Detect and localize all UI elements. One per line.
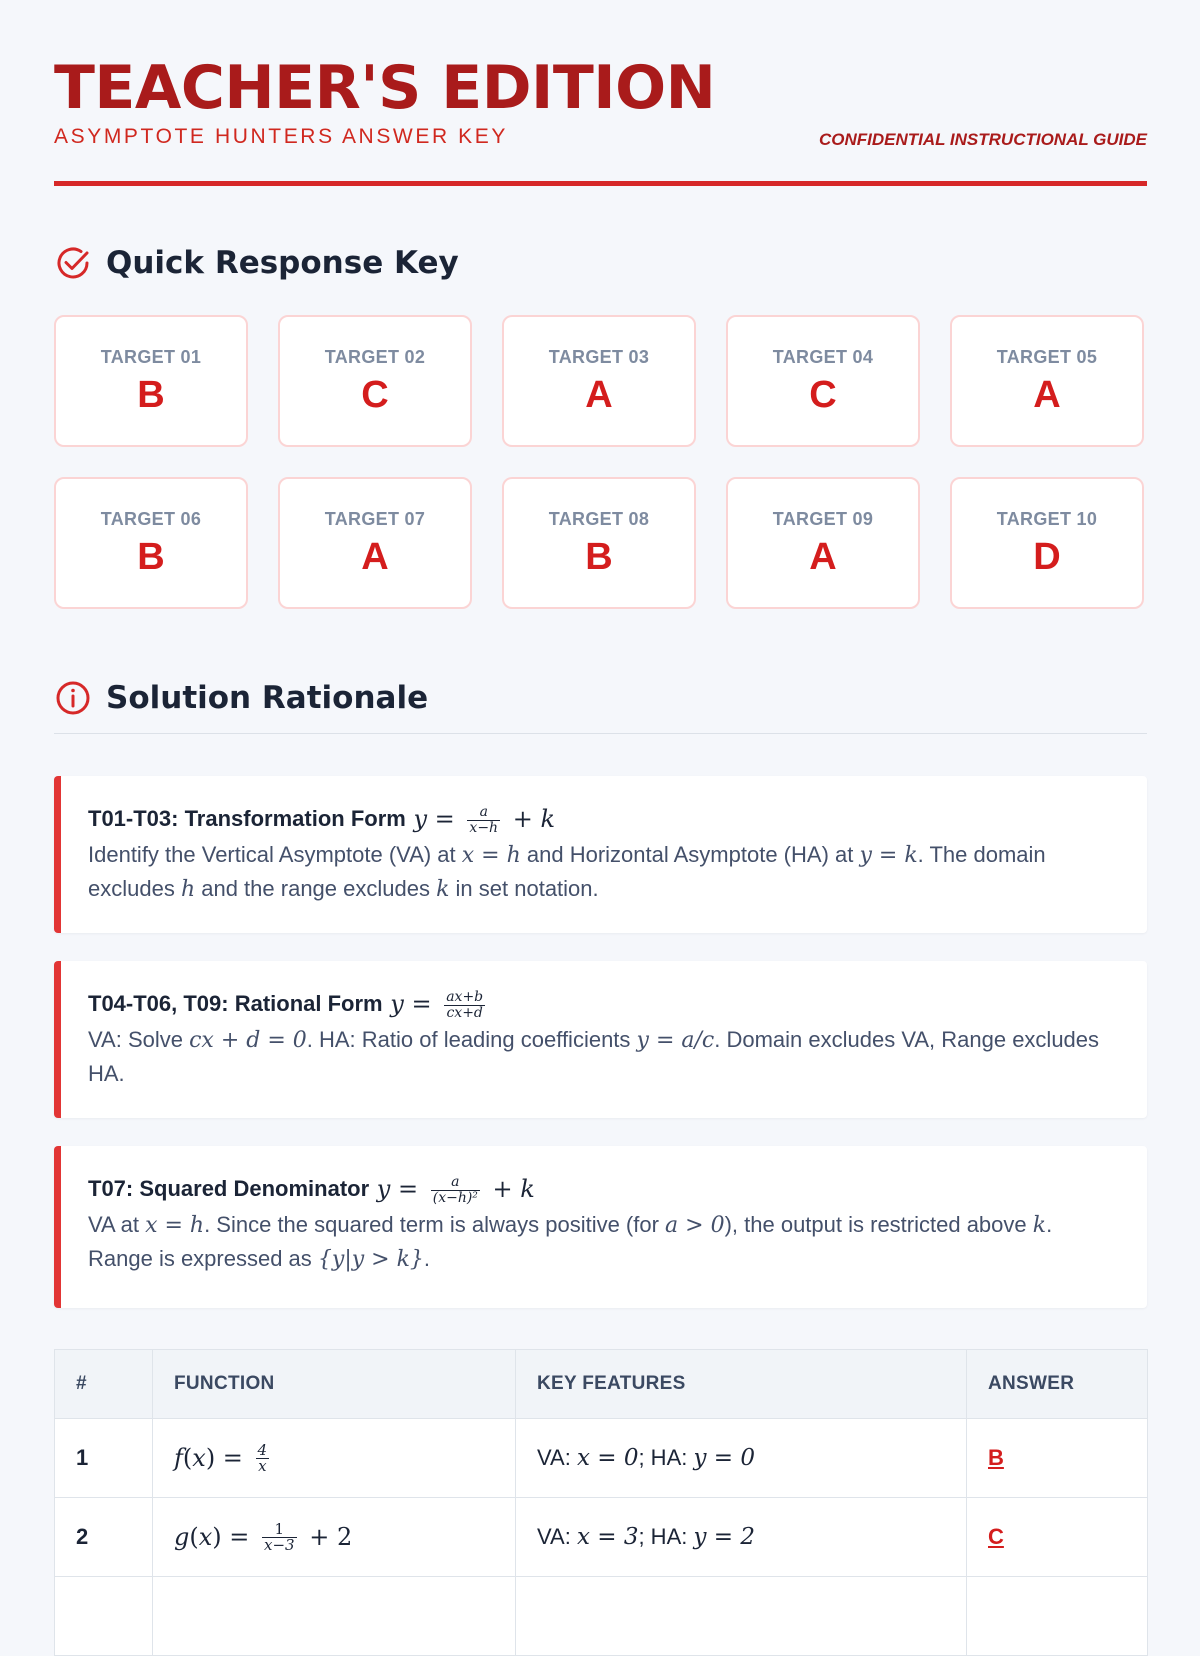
target-card: [502, 315, 696, 447]
row-key-features: VA: x = 0; HA: y = 0: [516, 1419, 967, 1498]
answer-link[interactable]: B: [988, 1445, 1004, 1470]
row-answer: [967, 1419, 1148, 1498]
row-number: 2: [55, 1498, 153, 1577]
target-answer: B: [137, 374, 165, 416]
target-label: TARGET 04: [772, 347, 874, 367]
rationale-box-body: Identify the Vertical Asymptote (VA) at x = h and Horizontal Asymptote (HA) at y = k. The domain excludes h and the range excludes k in set notation.: [88, 842, 1046, 902]
rationale-box-body: VA: Solve cx + d = 0. HA: Ratio of leading coefficients y = a/c. Domain excludes VA, Range excludes HA.: [88, 1027, 1100, 1086]
formula: y = $\frac{ax+b}{cx+d}$: [390, 989, 484, 1021]
row-key-features: [516, 1577, 967, 1656]
target-answer: A: [1033, 374, 1061, 416]
target-label: TARGET 07: [324, 509, 426, 529]
header-divider: [54, 181, 1147, 186]
answer-link[interactable]: C: [988, 1524, 1004, 1549]
table-header-row: [55, 1350, 1148, 1419]
confidential-tag: CONFIDENTIAL INSTRUCTIONAL GUIDE: [818, 130, 1147, 149]
target-label: TARGET 08: [548, 509, 650, 529]
target-label: TARGET 02: [324, 347, 426, 367]
target-answer: A: [361, 536, 389, 578]
target-label: TARGET 01: [100, 347, 202, 367]
row-key-features: VA: x = 3; HA: y = 2: [516, 1498, 967, 1577]
row-number: [55, 1577, 153, 1656]
page-title: TEACHER'S EDITION: [54, 53, 716, 123]
rationale-box-squared-denominator: [54, 1146, 1147, 1308]
quick-key-title: Quick Response Key: [106, 245, 459, 281]
rationale-box-transformation: [54, 776, 1147, 933]
check-circle-icon: [54, 244, 92, 282]
table-row: [55, 1498, 1148, 1577]
formula: y = $\frac{a}{x-h}$ + k: [413, 804, 555, 836]
target-answer: A: [809, 536, 837, 578]
box-title-text: T07: Squared Denominator: [88, 1176, 370, 1201]
target-card: [54, 477, 248, 609]
target-answer: C: [809, 374, 837, 416]
target-card: [278, 477, 472, 609]
target-label: TARGET 06: [100, 509, 202, 529]
row-answer: [967, 1577, 1148, 1656]
formula: y = $\frac{a}{\text{(x−h)²}}$ + k: [376, 1174, 535, 1206]
info-circle-icon: [54, 679, 92, 717]
box-title-text: T04-T06, T09: Rational Form: [88, 991, 383, 1016]
rationale-box-title: [88, 1172, 1121, 1206]
rationale-title: Solution Rationale: [106, 680, 429, 716]
target-label: TARGET 10: [996, 509, 1098, 529]
target-card: [950, 315, 1144, 447]
target-answer: D: [1033, 536, 1061, 578]
rationale-heading: [54, 679, 428, 717]
target-answer: B: [585, 536, 613, 578]
row-answer: [967, 1498, 1148, 1577]
row-function: f ( x ) = $\frac{4}{x}$: [153, 1419, 516, 1498]
page-subtitle: ASYMPTOTE HUNTERS ANSWER KEY: [54, 125, 508, 148]
target-answer: A: [585, 374, 613, 416]
answer-table: [54, 1349, 1148, 1656]
row-number: 1: [55, 1419, 153, 1498]
quick-key-heading: [54, 244, 459, 282]
rationale-box-body: VA at x = h. Since the squared term is always positive (for a > 0), the output is restricted above k. Range is expressed as {y|y > k}.: [88, 1212, 1053, 1272]
target-card: [502, 477, 696, 609]
target-answer: B: [137, 536, 165, 578]
rationale-divider: [54, 733, 1147, 734]
row-function: g ( x ) = $\frac{1}{x-3}$ + 2: [153, 1498, 516, 1577]
rationale-box-rational-form: [54, 961, 1147, 1118]
target-label: TARGET 03: [548, 347, 650, 367]
header-function: FUNCTION: [153, 1350, 516, 1419]
target-card: [54, 315, 248, 447]
target-card: [726, 477, 920, 609]
table-row: [55, 1577, 1148, 1656]
rationale-box-title: [88, 802, 1121, 836]
table-row: [55, 1419, 1148, 1498]
target-label: TARGET 09: [772, 509, 874, 529]
target-answer: C: [361, 374, 389, 416]
target-card: [950, 477, 1144, 609]
header-key-features: KEY FEATURES: [516, 1350, 967, 1419]
header-num: #: [55, 1350, 153, 1419]
box-title-text: T01-T03: Transformation Form: [88, 806, 406, 831]
row-function: [153, 1577, 516, 1656]
answer-grid: [54, 315, 1147, 609]
rationale-box-title: [88, 987, 1121, 1021]
header-answer: ANSWER: [967, 1350, 1148, 1419]
target-card: [278, 315, 472, 447]
target-card: [726, 315, 920, 447]
target-label: TARGET 05: [996, 347, 1098, 367]
